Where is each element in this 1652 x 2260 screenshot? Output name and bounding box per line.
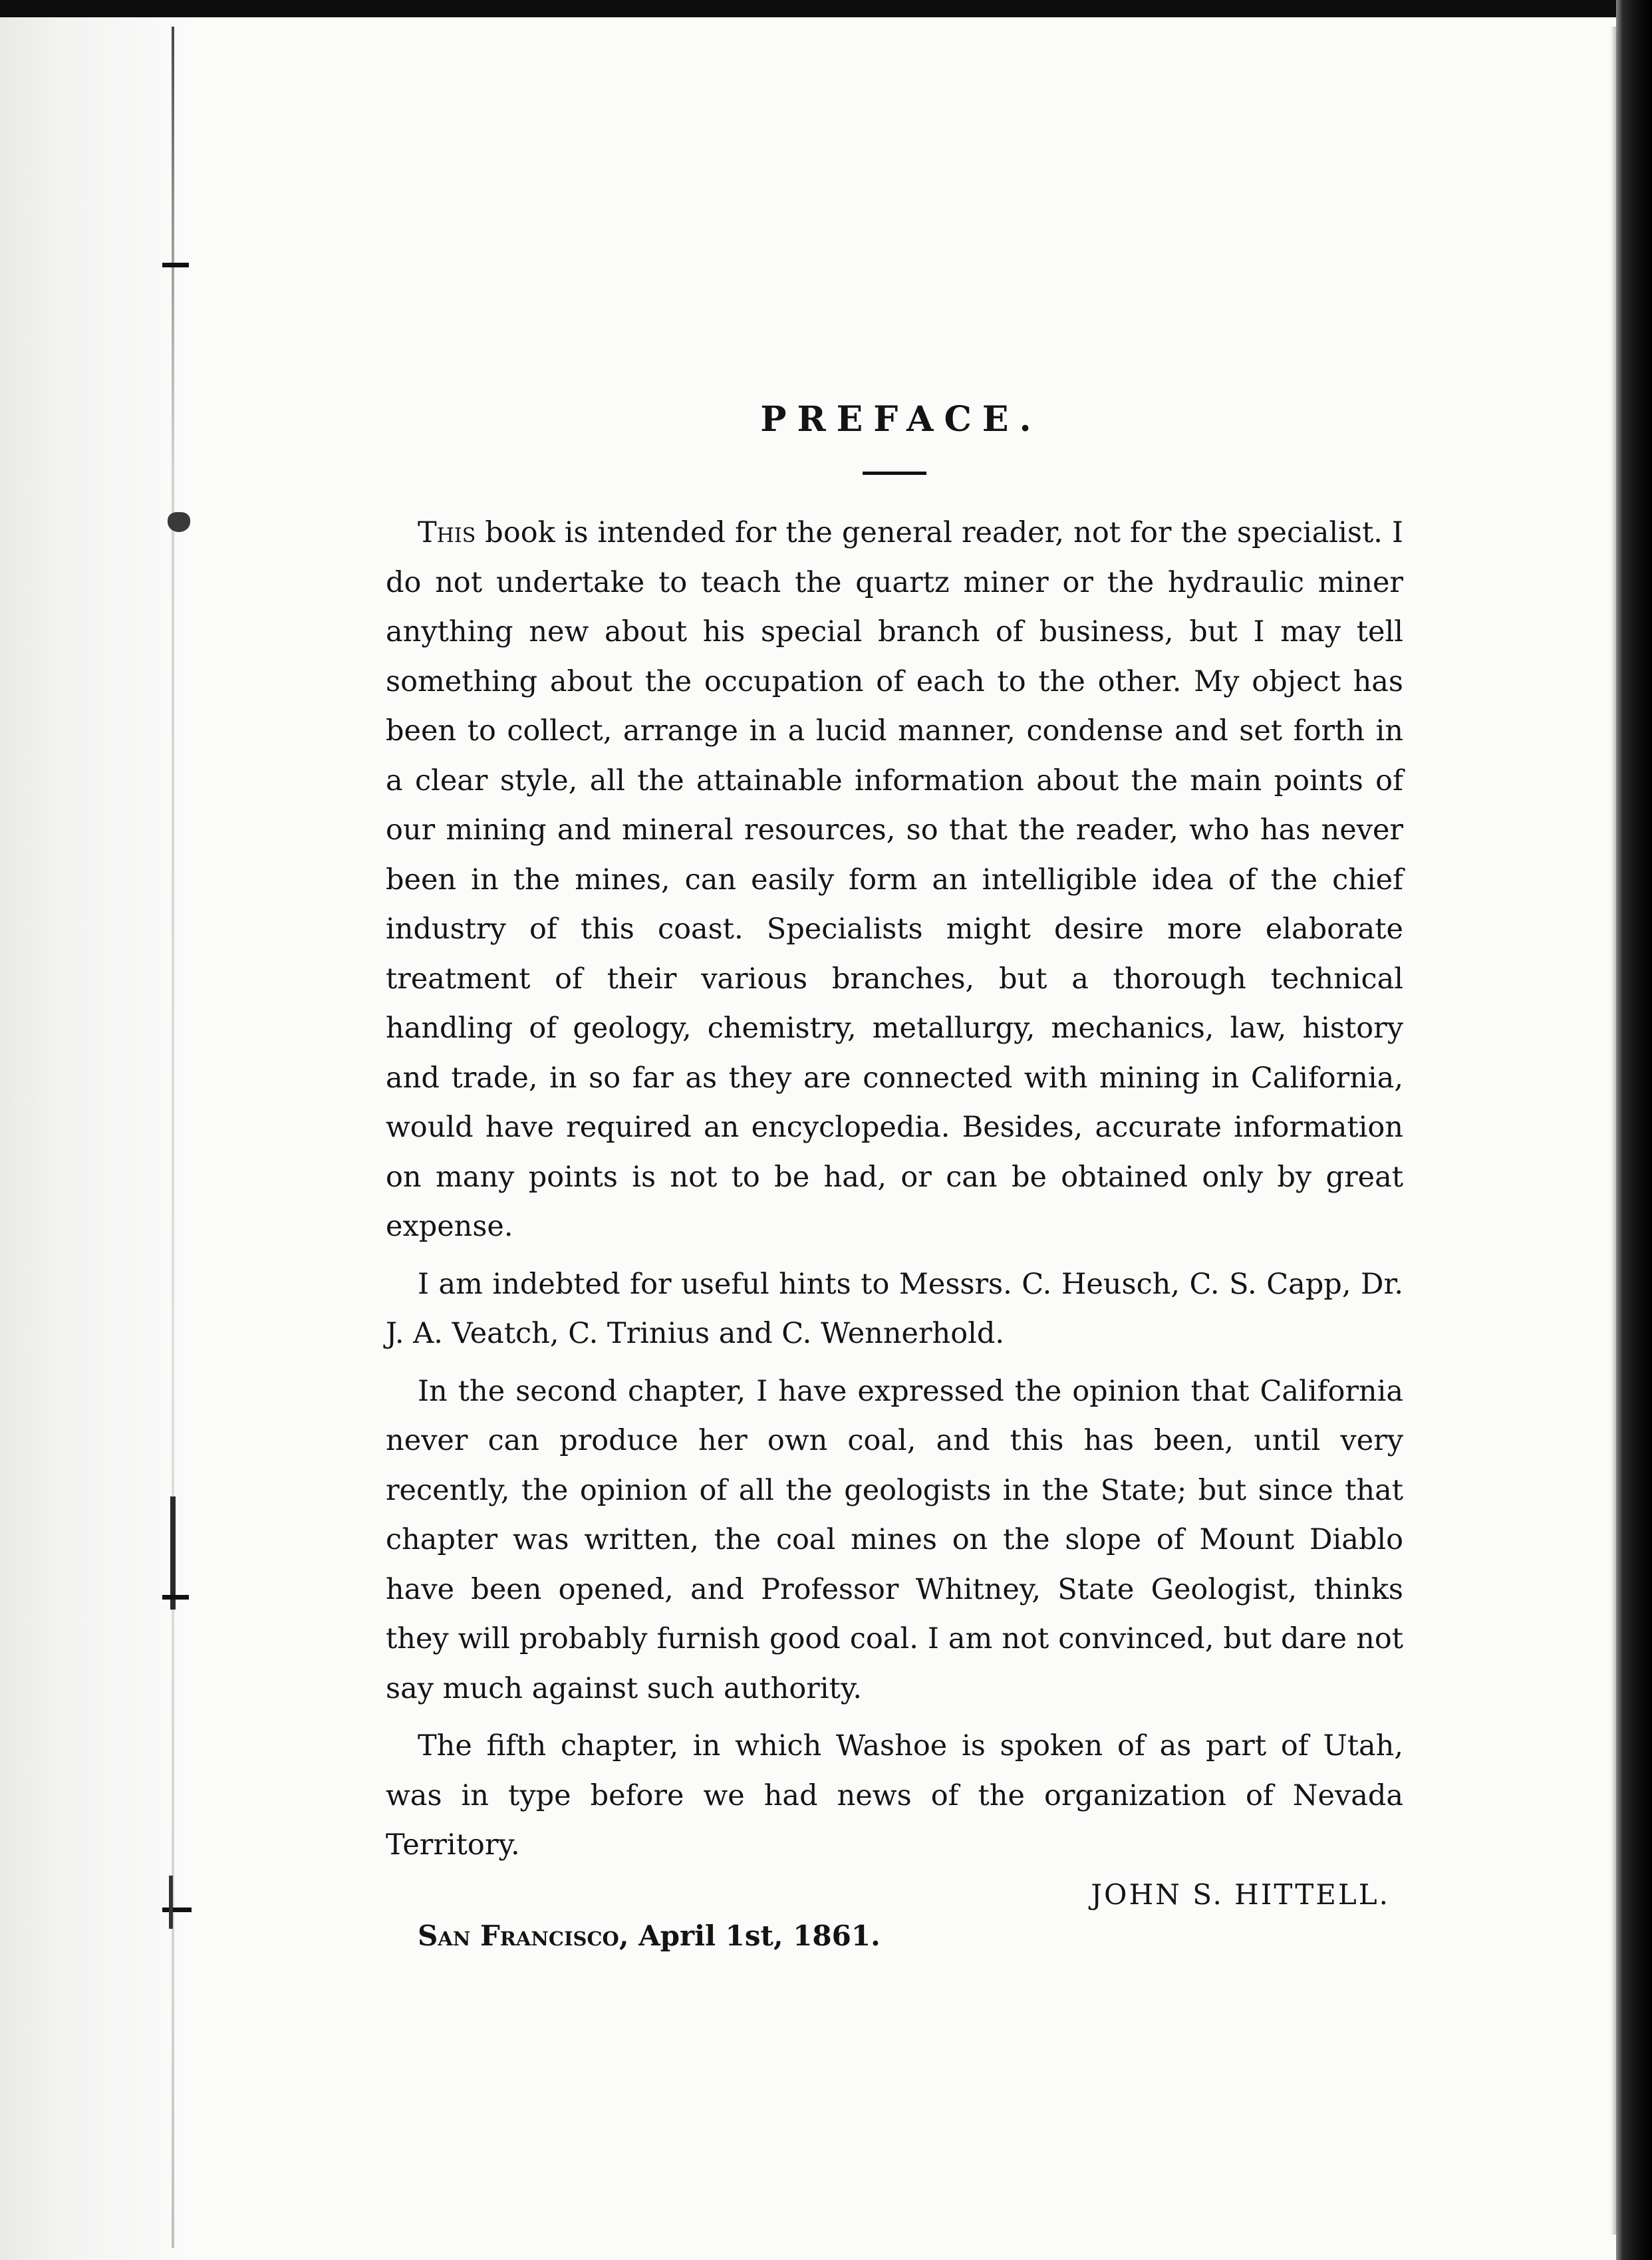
binding-mark xyxy=(162,1907,192,1912)
binding-mark xyxy=(169,1876,173,1929)
binding-mark xyxy=(170,1496,176,1610)
paragraph-text: book is intended for the general reader, not for the specialist. I do not undertake to teach the quartz miner or the hydraulic miner anything new about his special branch of business, but I may tell something about the occupation of each to the other. My object has been to collect, arrange in a lucid manner, condense and set forth in a clear style, all the attainable information about the main points of our mining and mineral resources, so that the reader, who has never been in the mines, can easily form an intelligible idea of the chief industry of this coast. Specialists might desire more elaborate treatment of their various branches, but a thorough technical handling of geology, chemistry, metallurgy, mechanics, law, history and trade, in so far as they are connected with mining in California, would have required an encyclopedia. Besides, accurate information on many points is not to be had, or can be obtained only by great expense. xyxy=(386,516,1403,1243)
paragraph-2: I am indebted for useful hints to Messrs. C. Heusch, C. S. Capp, Dr. J. A. Veatch, C. Trinius and C. Wennerhold. xyxy=(386,1267,1403,1350)
author-signature: JOHN S. HITTELL. xyxy=(1091,1878,1390,1911)
scan-right-border xyxy=(1616,0,1652,2260)
closing-block xyxy=(386,1878,1403,1965)
paragraph-lead-word: This xyxy=(418,516,476,549)
binding-mark xyxy=(162,263,189,267)
binding-mark xyxy=(162,1595,189,1600)
dateline xyxy=(418,1919,881,1952)
scan-top-border xyxy=(0,0,1652,17)
preface-text-block xyxy=(386,372,1403,1965)
paragraph-4: The fifth chapter, in which Washoe is spoken of as part of Utah, was in type before we had news of the organization of Nevada Territory. xyxy=(386,1729,1403,1862)
title-rule xyxy=(863,472,926,475)
paragraph-1 xyxy=(386,508,1403,1252)
page-gutter xyxy=(0,17,193,2260)
paragraph-3: In the second chapter, I have expressed the opinion that California never can produce her own coal, and this has been, until very recently, the opinion of all the geologists in the State; but since that chapter was written, the coal mines on the slope of Mount Diablo have been opened, and Professor Whitney, State Geologist, thinks they will probably furnish good coal. I am not convinced, but dare not say much against such authority. xyxy=(386,1374,1403,1705)
page-title: PREFACE. xyxy=(760,399,1042,440)
dateline-date: , April 1st, 1861. xyxy=(619,1919,881,1952)
dateline-place: San Francisco xyxy=(418,1919,619,1952)
binding-mark xyxy=(168,512,190,532)
page-edge-shadow xyxy=(1611,27,1616,2235)
